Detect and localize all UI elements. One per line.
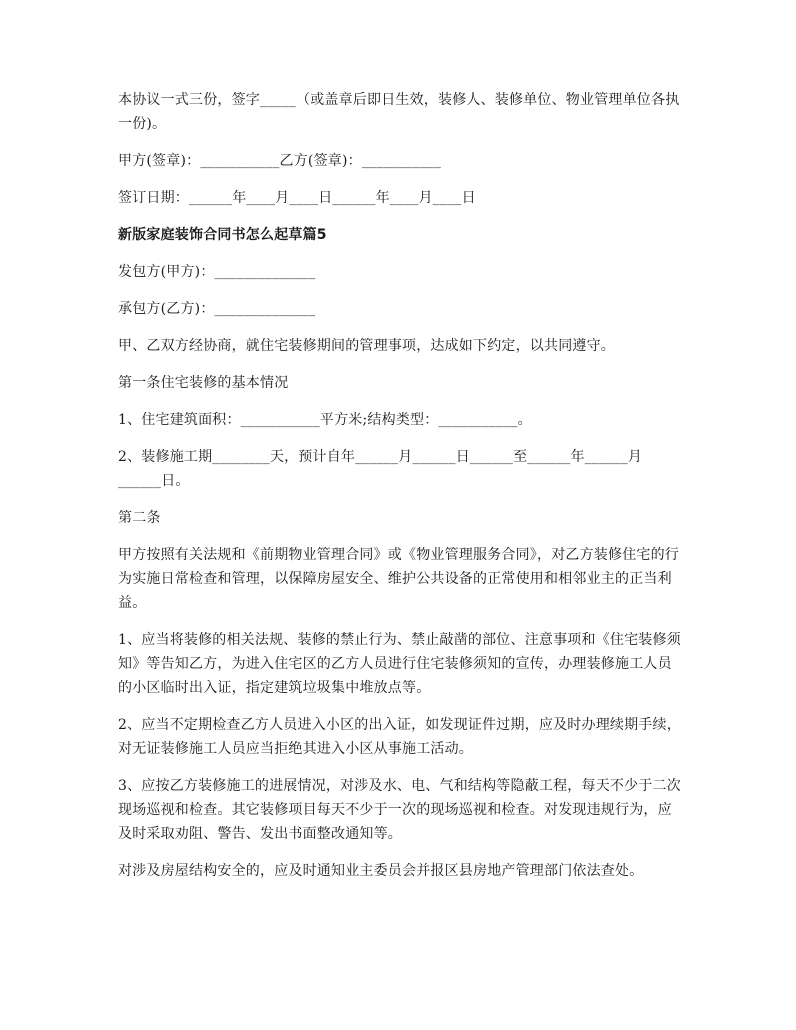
document-body [118, 88, 691, 896]
paragraph-signatures: 甲方(签章)：___________乙方(签章)：___________ [118, 153, 442, 169]
paragraph-article-2-body: 甲方按照有关法规和《前期物业管理合同》或《物业管理服务合同》，对乙方装修住宅的行为实施日常检查和管理，以保障房屋安全、维护公共设备的正常使用和相邻业主的正当利益。 [118, 547, 679, 611]
paragraph-article-2-item-2: 2、应当不定期检查乙方人员进入小区的出入证，如发现证件过期，应及时办理续期手续， 对无证装修施工人员应当拒绝其进入小区从事施工活动。 [118, 717, 691, 757]
paragraph-party-a: 发包方(甲方)：______________ [118, 264, 316, 280]
paragraph-article-2-item-3: 3、应按乙方装修施工的进展情况，对涉及水、电、气和结构等隐蔽工程，每天不少于二次现场巡视和检查。其它装修项目每天不少于一次的现场巡视和检查。对发现违规行为，应及时采取劝阻、警告、发出书面整改通知等。 [118, 778, 681, 842]
paragraph-party-b: 承包方(乙方)：______________ [118, 301, 316, 317]
paragraph-article-2-structure: 对涉及房屋结构安全的，应及时通知业主委员会并报区县房地产管理部门依法查处。 [118, 863, 644, 879]
paragraph-article-1-item-1: 1、住宅建筑面积：___________平方米;结构类型：___________。 [118, 412, 532, 428]
section-heading: 新版家庭装饰合同书怎么起草篇5 [118, 227, 327, 243]
paragraph-article-1-item-2: 2、装修施工期________天，预计自年______月______日______至______年______月______日。 [118, 449, 643, 489]
paragraph-sign-date: 签订日期：______年____月____日______年____月____日 [118, 190, 476, 206]
paragraph-intro: 甲、乙双方经协商，就住宅装修期间的管理事项，达成如下约定，以共同遵守。 [118, 338, 615, 354]
paragraph-article-1-title: 第一条住宅装修的基本情况 [118, 375, 289, 391]
paragraph-copies: 本协议一式三份，签字_____（或盖章后即日生效，装修人、装修单位、物业管理单位各执一份)。 [118, 92, 680, 132]
paragraph-article-2-title: 第二条 [118, 510, 161, 526]
paragraph-article-2-item-1: 1、应当将装修的相关法规、装修的禁止行为、禁止敲凿的部位、注意事项和《住宅装修须知》等告知乙方，为进入住宅区的乙方人员进行住宅装修须知的宣传，办理装修施工人员的小区临时出入证，指定建筑垃圾集中堆放点等。 [118, 632, 681, 696]
